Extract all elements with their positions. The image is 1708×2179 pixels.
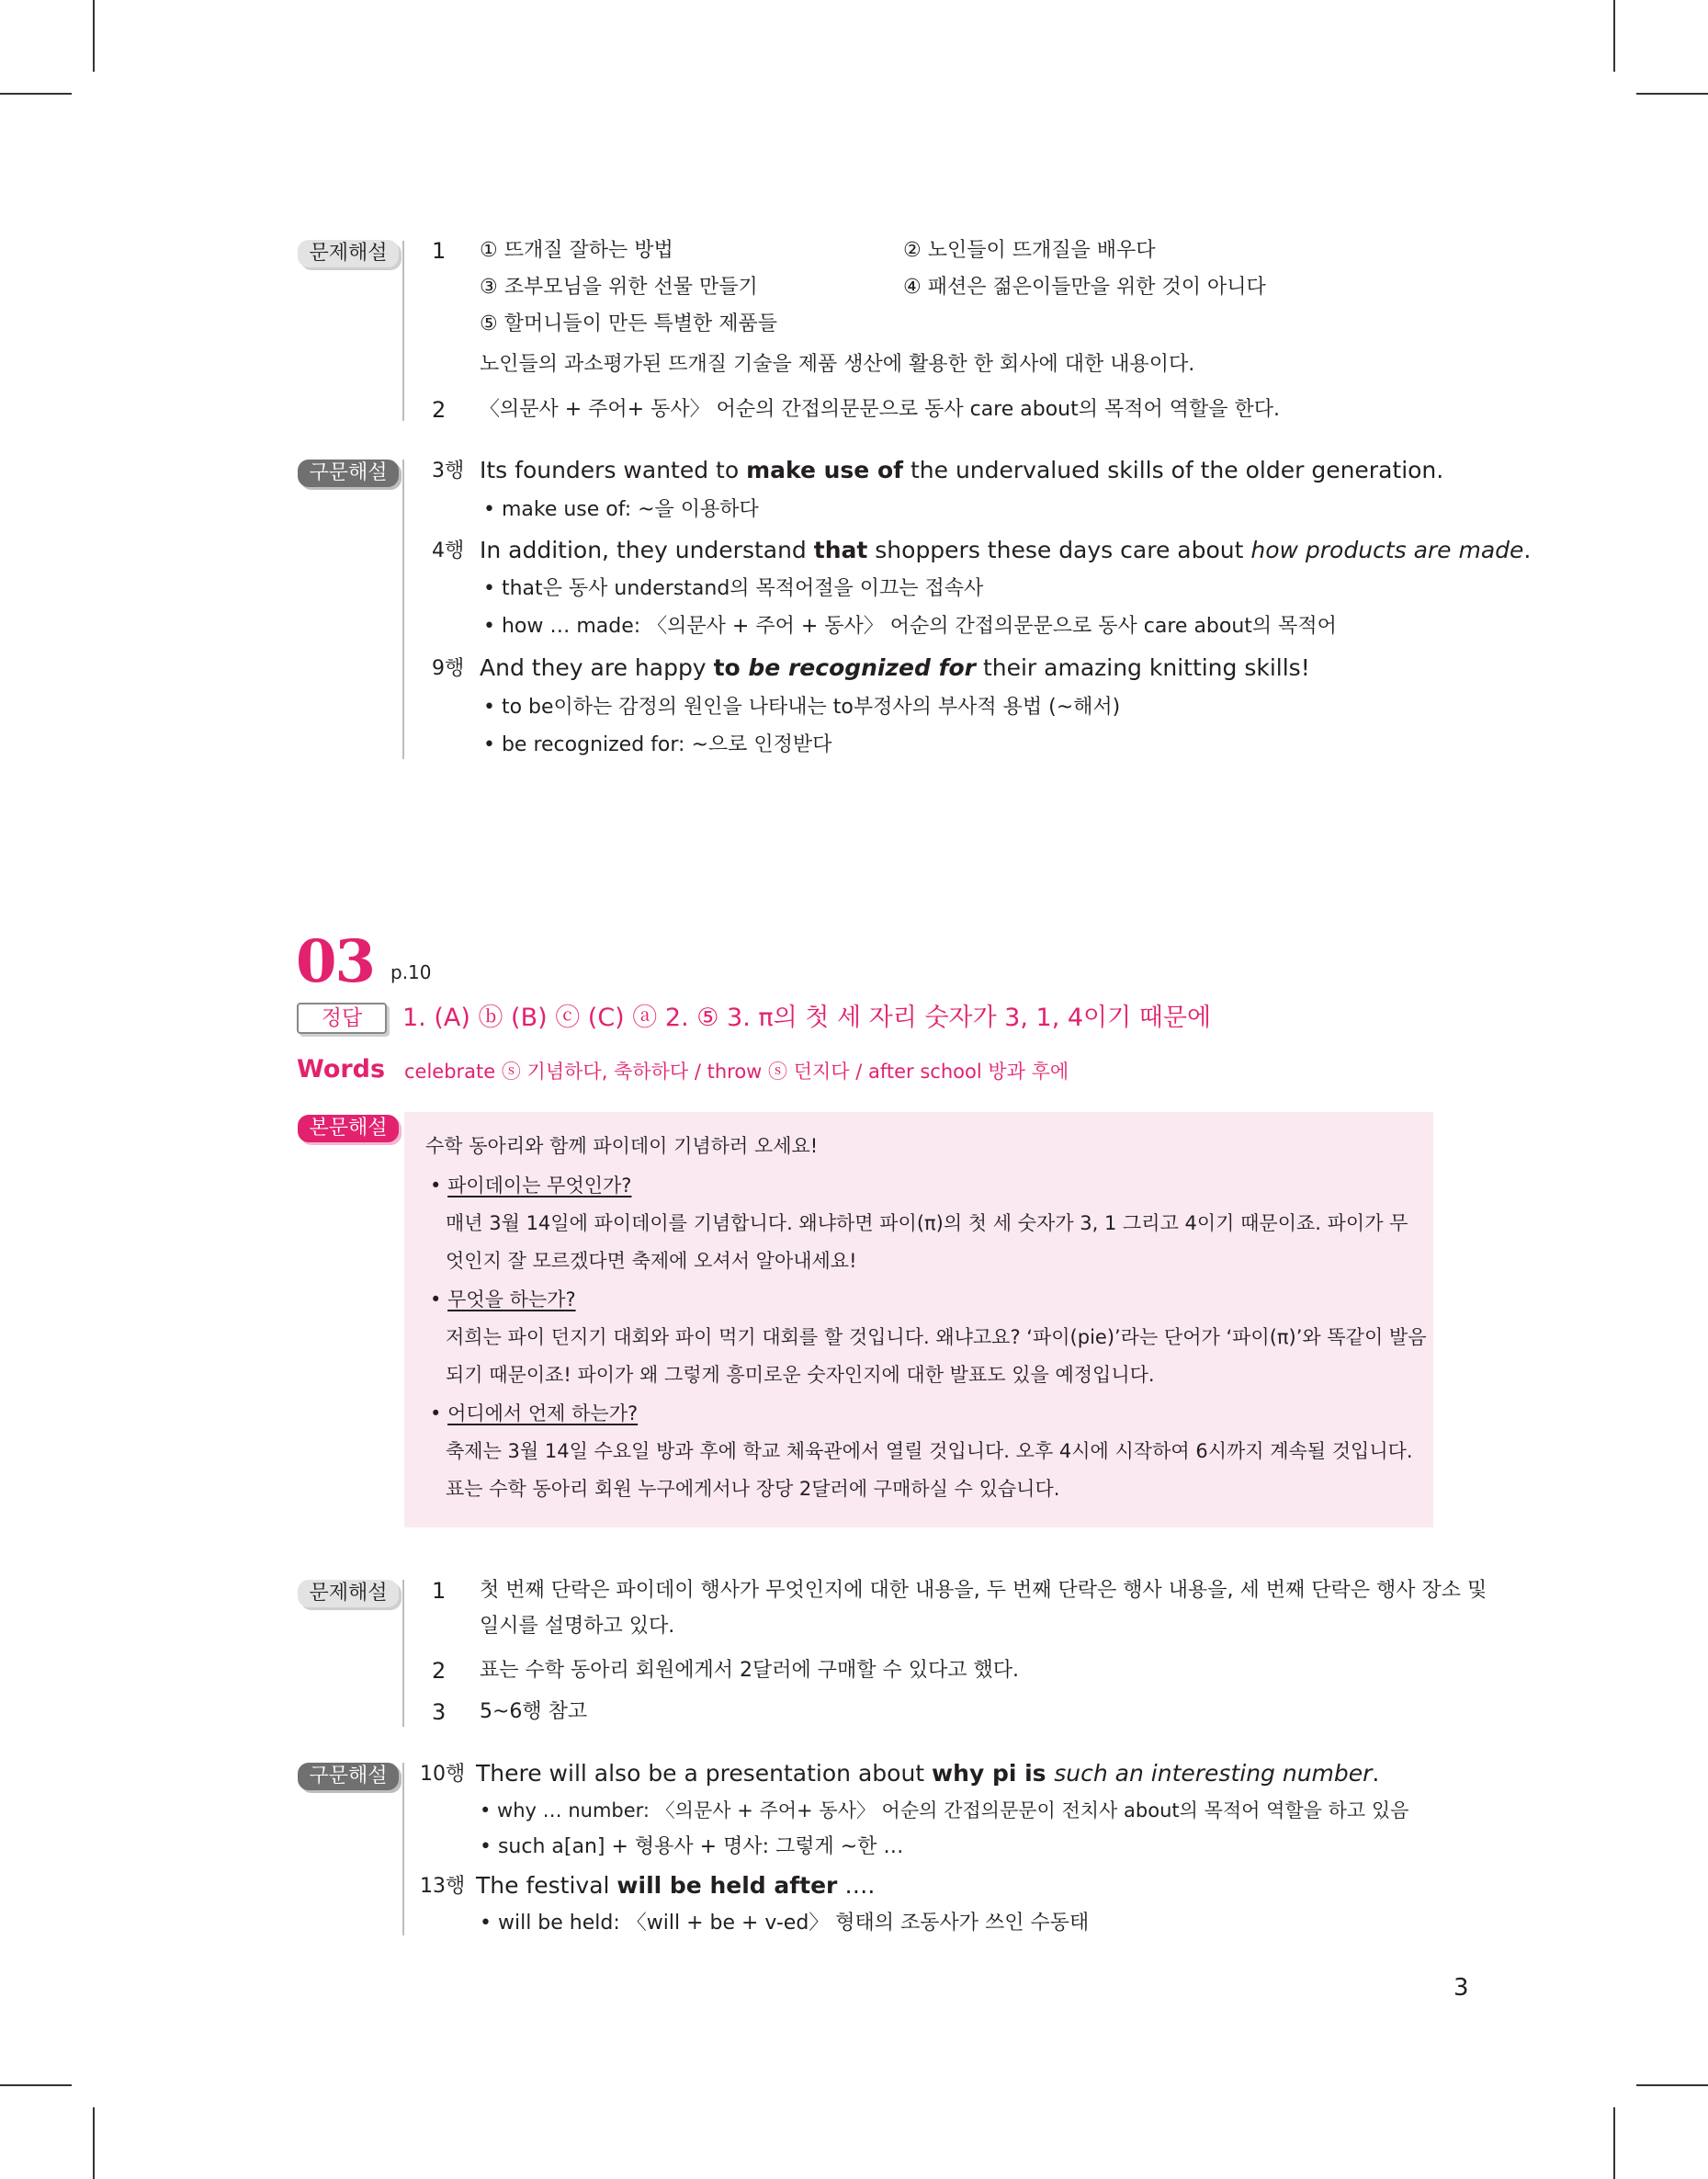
example-sentence — [476, 1872, 875, 1900]
sentence-part: The festival — [476, 1872, 617, 1899]
example-sentence — [480, 457, 1443, 484]
grammar-note: • such a[an] + 형용사 + 명사: 그렇게 ~한 … — [480, 1835, 904, 1858]
crop-mark — [1636, 93, 1708, 95]
example-sentence — [476, 1760, 1379, 1787]
answer-option: ① 뜨개질 잘하는 방법 — [480, 239, 673, 262]
vocabulary-list: celebrate ⓢ 기념하다, 축하하다 / throw ⓢ 던지다 / after school 방과 후에 — [404, 1061, 1069, 1083]
answer-option: ④ 패션은 젊은이들만을 위한 것이 아니다 — [903, 276, 1266, 299]
translation-heading-text: 어디에서 언제 하는가? — [447, 1402, 639, 1424]
sentence-part: . — [1372, 1760, 1380, 1787]
grammar-note: • why … number: 〈의문사 + 주어+ 동사〉 어순의 간접의문문이 전치사 about의 목적어 역할을 하고 있음 — [480, 1799, 1409, 1822]
explanation-text: 첫 번째 단락은 파이데이 행사가 무엇인지에 대한 내용을, 두 번째 단락은 행사 내용을, 세 번째 단락은 행사 장소 및 — [480, 1579, 1487, 1602]
problem-explanation-label: 문제해설 — [298, 240, 399, 267]
section-divider-line — [402, 1763, 404, 1935]
sentence-part: In addition, they understand — [480, 537, 814, 563]
answer-label: 정답 — [297, 1003, 387, 1034]
sentence-highlight: to — [713, 654, 749, 681]
question-number: 1 — [432, 1578, 447, 1604]
sentence-highlight: be recognized for — [748, 654, 976, 681]
crop-mark — [0, 93, 72, 95]
translation-heading: • 어디에서 언제 하는가? — [430, 1402, 639, 1424]
line-reference: 4행 — [432, 539, 465, 562]
sentence-highlight: such an interesting number — [1054, 1760, 1373, 1787]
grammar-note: • how … made: 〈의문사 + 주어 + 동사〉 어순의 간접의문문으로 동사 care about의 목적어 — [483, 615, 1337, 638]
syntax-explanation-label: 구문해설 — [298, 460, 399, 487]
crop-mark — [1613, 2107, 1615, 2179]
sentence-part: their amazing knitting skills! — [976, 654, 1310, 681]
question-number: 1 — [432, 238, 447, 264]
sentence-part: the undervalued skills of the older generation. — [903, 457, 1444, 483]
sentence-part: Its founders wanted to — [480, 457, 747, 483]
section-divider-line — [402, 460, 404, 759]
sentence-highlight: why pi is — [932, 1760, 1055, 1787]
crop-mark — [1613, 0, 1615, 72]
crop-mark — [1636, 2084, 1708, 2086]
translation-label: 본문해설 — [298, 1115, 399, 1142]
line-reference: 9행 — [432, 657, 465, 680]
line-reference: 13행 — [420, 1875, 466, 1898]
example-sentence — [480, 537, 1531, 564]
answer-key: 1. (A) ⓑ (B) ⓒ (C) ⓐ 2. ⑤ 3. π의 첫 세 자리 숫자가 3, 1, 4이기 때문에 — [402, 1004, 1212, 1032]
sentence-part: . — [1523, 537, 1532, 563]
sentence-highlight: that — [813, 537, 868, 563]
translation-paragraph: 엇인지 잘 모르겠다면 축제에 오셔서 알아내세요! — [446, 1250, 857, 1272]
question-number: 2 — [432, 1658, 447, 1684]
translation-heading: • 파이데이는 무엇인가? — [430, 1175, 632, 1197]
translation-paragraph: 되기 때문이죠! 파이가 왜 그렇게 흥미로운 숫자인지에 대한 발표도 있을 예정입니다. — [446, 1364, 1155, 1386]
words-label: Words — [297, 1055, 386, 1084]
syntax-explanation-label: 구문해설 — [298, 1763, 399, 1790]
example-sentence — [480, 654, 1310, 682]
section-number: 03 — [296, 927, 375, 996]
grammar-note: • will be held: 〈will + be + v-ed〉 형태의 조동사가 쓰인 수동태 — [480, 1912, 1090, 1935]
page-reference: p.10 — [390, 961, 432, 983]
question-number: 2 — [432, 397, 447, 423]
line-reference: 3행 — [432, 460, 465, 482]
explanation-text: 노인들의 과소평가된 뜨개질 기술을 제품 생산에 활용한 한 회사에 대한 내용이다. — [480, 353, 1195, 376]
sentence-highlight: make use of — [746, 457, 904, 483]
question-number: 3 — [432, 1699, 447, 1725]
crop-mark — [93, 0, 95, 72]
section-divider-line — [402, 241, 404, 421]
explanation-text: 표는 수학 동아리 회원에게서 2달러에 구매할 수 있다고 했다. — [480, 1659, 1019, 1682]
answer-option: ② 노인들이 뜨개질을 배우다 — [903, 239, 1156, 262]
answer-option: ⑤ 할머니들이 만든 특별한 제품들 — [480, 312, 777, 335]
sentence-part: …. — [837, 1872, 876, 1899]
sentence-highlight: will be held after — [616, 1872, 838, 1899]
grammar-note: • to be이하는 감정의 원인을 나타내는 to부정사의 부사적 용법 (~해서) — [483, 696, 1121, 719]
translation-paragraph: 매년 3월 14일에 파이데이를 기념합니다. 왜냐하면 파이(π)의 첫 세 숫자가 3, 1 그리고 4이기 때문이죠. 파이가 무 — [446, 1212, 1408, 1234]
page-number: 3 — [1453, 1974, 1469, 2002]
explanation-text: 〈의문사 + 주어+ 동사〉 어순의 간접의문문으로 동사 care about의 목적어 역할을 한다. — [480, 398, 1280, 421]
sentence-part: And they are happy — [480, 654, 714, 681]
translation-paragraph: 저희는 파이 던지기 대회와 파이 먹기 대회를 할 것입니다. 왜냐고요? ‘파이(pie)’라는 단어가 ‘파이(π)’와 똑같이 발음 — [446, 1326, 1427, 1348]
translation-heading-text: 무엇을 하는가? — [447, 1288, 576, 1311]
explanation-text: 일시를 설명하고 있다. — [480, 1615, 675, 1638]
translation-paragraph: 축제는 3월 14일 수요일 방과 후에 학교 체육관에서 열릴 것입니다. 오후 4시에 시작하여 6시까지 계속될 것입니다. — [446, 1440, 1413, 1462]
translation-heading-text: 파이데이는 무엇인가? — [447, 1175, 632, 1197]
section-divider-line — [402, 1580, 404, 1727]
translation-title: 수학 동아리와 함께 파이데이 기념하러 오세요! — [425, 1135, 819, 1157]
translation-heading: • 무엇을 하는가? — [430, 1288, 576, 1311]
translation-paragraph: 표는 수학 동아리 회원 누구에게서나 장당 2달러에 구매하실 수 있습니다. — [446, 1478, 1060, 1500]
sentence-highlight: how products are made — [1250, 537, 1524, 563]
sentence-part: There will also be a presentation about — [476, 1760, 933, 1787]
crop-mark — [0, 2084, 72, 2086]
problem-explanation-label: 문제해설 — [298, 1580, 399, 1607]
grammar-note: • that은 동사 understand의 목적어절을 이끄는 접속사 — [483, 577, 984, 600]
answer-option: ③ 조부모님을 위한 선물 만들기 — [480, 276, 758, 299]
line-reference: 10행 — [420, 1763, 466, 1786]
grammar-note: • make use of: ~을 이용하다 — [483, 498, 759, 521]
crop-mark — [93, 2107, 95, 2179]
grammar-note: • be recognized for: ~으로 인정받다 — [483, 733, 832, 756]
explanation-text: 5~6행 참고 — [480, 1700, 588, 1723]
sentence-part: shoppers these days care about — [867, 537, 1251, 563]
